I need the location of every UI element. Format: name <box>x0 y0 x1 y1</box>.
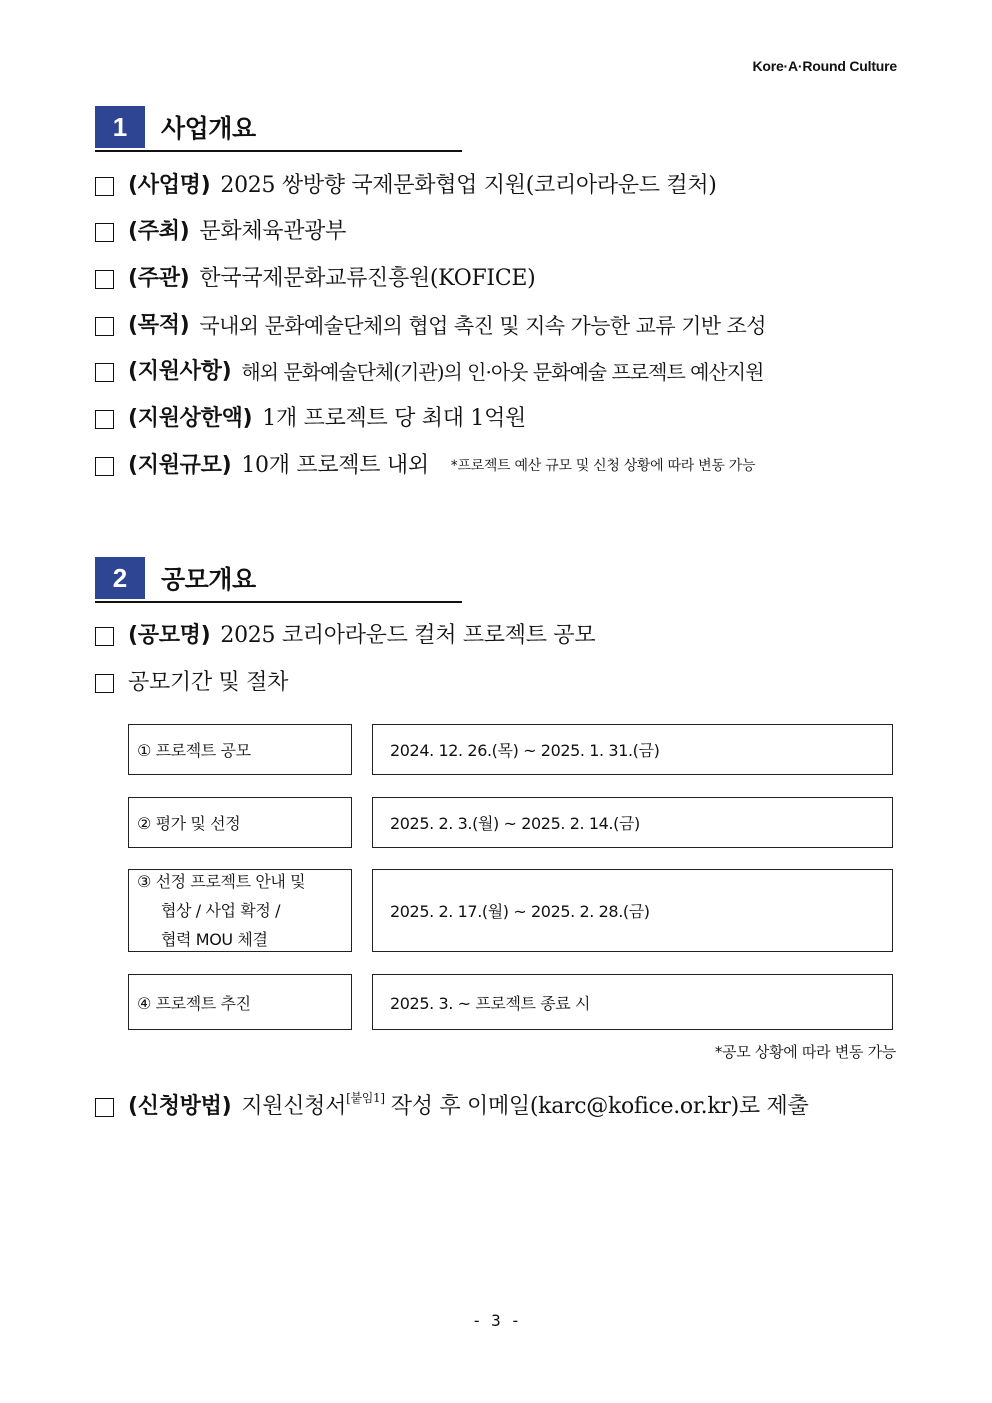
checkbox-square-icon <box>95 410 114 429</box>
item-text: 10개 프로젝트 내외 <box>241 453 429 478</box>
schedule-step-3-line-3: 협력 MOU 체결 <box>161 930 268 949</box>
schedule-date-3: 2025. 2. 17.(월) ~ 2025. 2. 28.(금) <box>372 869 893 952</box>
checkbox-square-icon <box>95 627 114 646</box>
list-item-organizer <box>95 264 535 294</box>
list-item-support-cap <box>95 404 526 434</box>
checkbox-square-icon <box>95 363 114 382</box>
checkbox-square-icon <box>95 270 114 289</box>
item-label: (지원상한액) <box>128 406 253 431</box>
item-label: (사업명) <box>128 173 211 198</box>
item-label: (신청방법) <box>128 1094 232 1119</box>
item-label: (목적) <box>128 313 190 338</box>
item-text: 2025 코리아라운드 컬처 프로젝트 공모 <box>220 623 596 648</box>
list-item-purpose <box>95 311 766 341</box>
schedule-step-4: ④ 프로젝트 추진 <box>128 974 352 1030</box>
section-2-number: 2 <box>95 557 145 599</box>
schedule-step-2: ② 평가 및 선정 <box>128 797 352 848</box>
item-text-before: 지원신청서 <box>241 1094 347 1119</box>
item-text: 1개 프로젝트 당 최대 1억원 <box>262 406 526 431</box>
list-item-contest-name <box>95 621 595 651</box>
schedule-step-3-line-1: ③ 선정 프로젝트 안내 및 <box>137 872 306 891</box>
item-text: 한국국제문화교류진흥원(KOFICE) <box>199 266 536 291</box>
item-text: 해외 문화예술단체(기관)의 인·아웃 문화예술 프로젝트 예산지원 <box>241 360 764 384</box>
schedule-step-1: ① 프로젝트 공모 <box>128 724 352 775</box>
page-number: - 3 - <box>471 1311 521 1330</box>
item-label: (지원규모) <box>128 453 232 478</box>
item-label: (지원사항) <box>128 359 232 384</box>
section-2-heading <box>95 557 462 603</box>
section-1-number: 1 <box>95 106 145 148</box>
list-item-contest-period <box>95 668 288 698</box>
section-1-title: 사업개요 <box>161 114 256 143</box>
checkbox-square-icon <box>95 674 114 693</box>
checkbox-square-icon <box>95 223 114 242</box>
schedule-step-3 <box>128 869 352 952</box>
section-2-title: 공모개요 <box>161 565 256 594</box>
item-label: (주관) <box>128 266 190 291</box>
schedule-date-2: 2025. 2. 3.(월) ~ 2025. 2. 14.(금) <box>372 797 893 848</box>
schedule-note: *공모 상황에 따라 변동 가능 <box>714 1043 896 1061</box>
section-1-heading <box>95 106 462 152</box>
item-label: (공모명) <box>128 623 211 648</box>
list-item-application-method <box>95 1092 808 1122</box>
schedule-step-3-line-2: 협상 / 사업 확정 / <box>161 901 281 920</box>
item-text: 국내외 문화예술단체의 협업 촉진 및 지속 가능한 교류 기반 조성 <box>199 314 766 338</box>
item-note: *프로젝트 예산 규모 및 신청 상황에 따라 변동 가능 <box>450 458 756 474</box>
item-text: 문화체육관광부 <box>199 219 347 244</box>
checkbox-square-icon <box>95 317 114 336</box>
attachment-reference: [붙임1] <box>346 1091 385 1105</box>
item-label: (주최) <box>128 219 190 244</box>
schedule-date-1: 2024. 12. 26.(목) ~ 2025. 1. 31.(금) <box>372 724 893 775</box>
list-item-support-scale <box>95 451 755 481</box>
list-item-host <box>95 217 346 247</box>
checkbox-square-icon <box>95 1098 114 1117</box>
brand-logo-text: Kore·A·Round Culture <box>752 58 897 74</box>
item-text: 2025 쌍방향 국제문화협업 지원(코리아라운드 컬처) <box>220 173 717 198</box>
checkbox-square-icon <box>95 457 114 476</box>
checkbox-square-icon <box>95 177 114 196</box>
item-text-after: 작성 후 이메일(karc@kofice.or.kr)로 제출 <box>390 1094 809 1119</box>
list-item-business-name <box>95 171 717 201</box>
schedule-date-4: 2025. 3. ~ 프로젝트 종료 시 <box>372 974 893 1030</box>
item-text: 공모기간 및 절차 <box>128 670 289 695</box>
list-item-support-details <box>95 357 763 387</box>
